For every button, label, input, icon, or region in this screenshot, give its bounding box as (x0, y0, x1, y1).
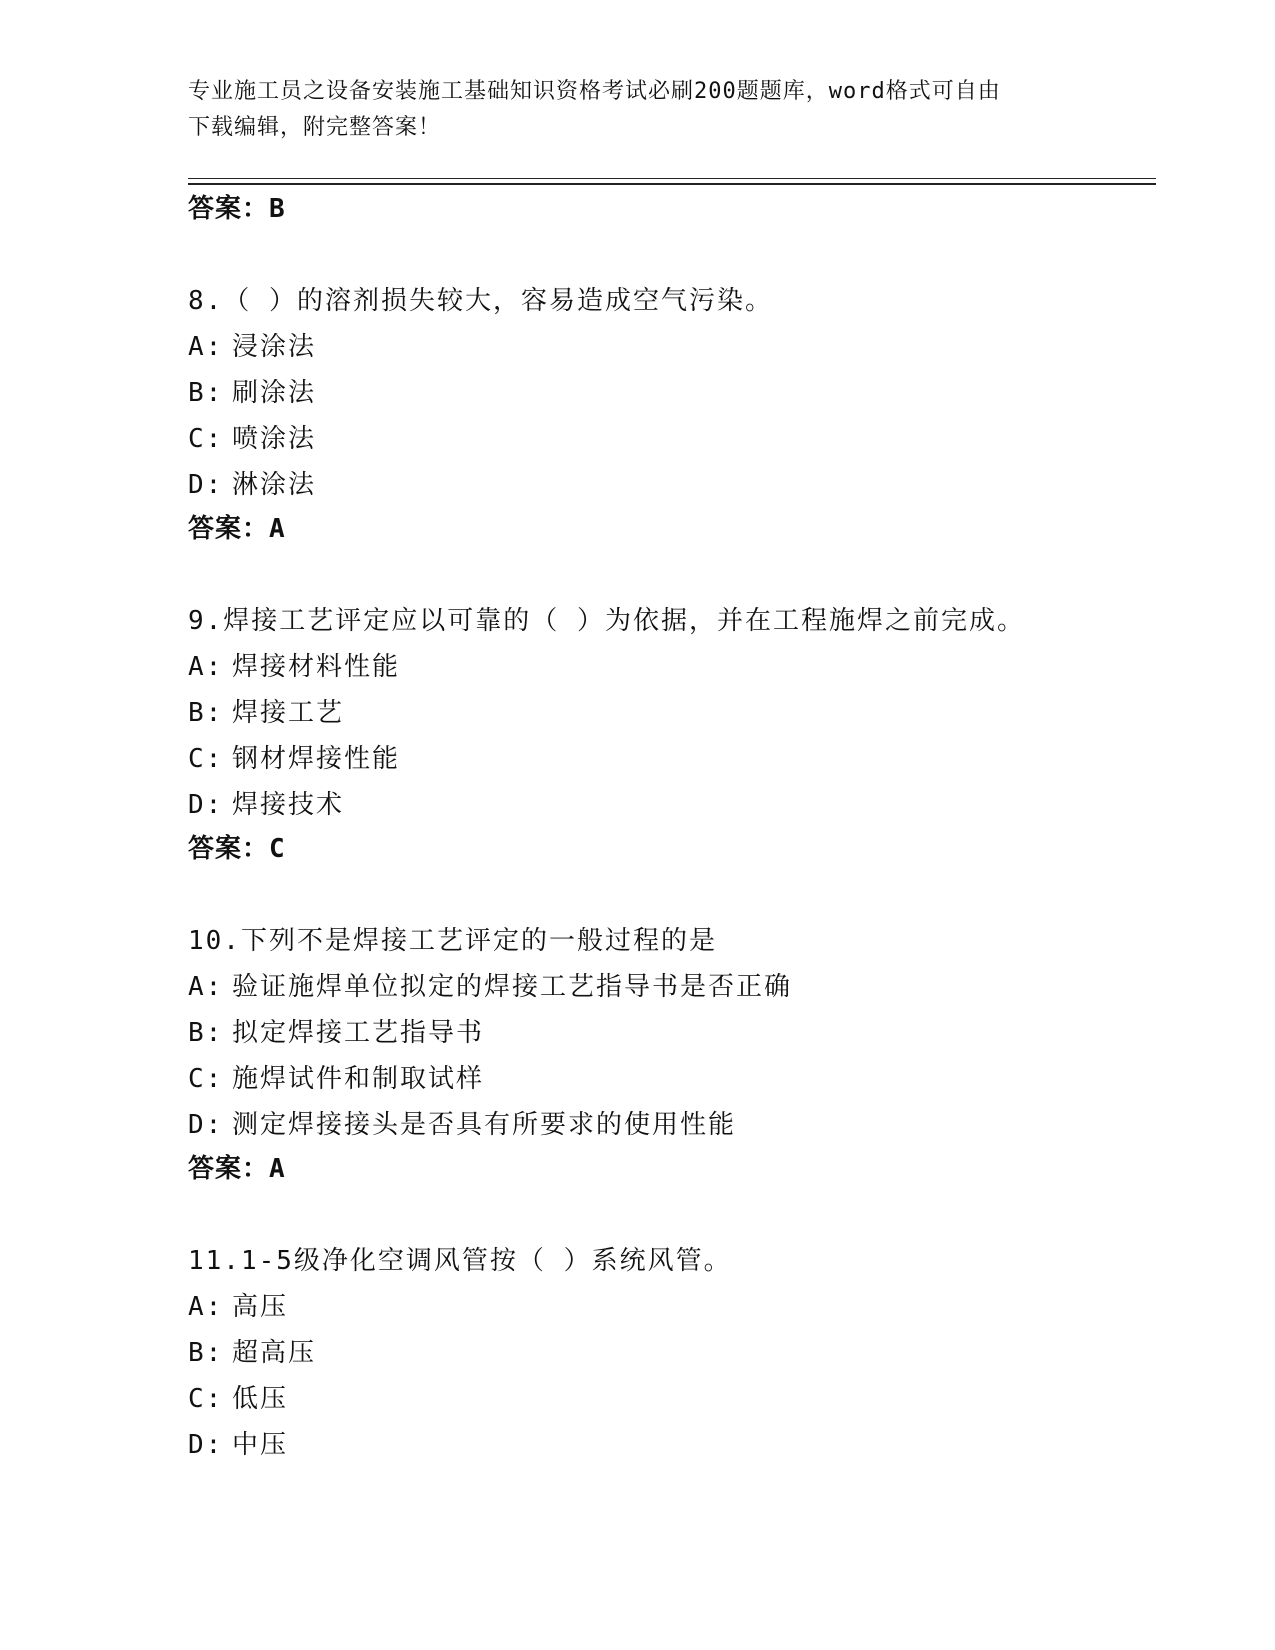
option-letter: C: (188, 424, 224, 454)
question-8 (188, 284, 1148, 546)
option-text: 浸涂法 (232, 332, 317, 362)
option-letter: A: (188, 332, 224, 362)
option-a (188, 1290, 1148, 1324)
option-text: 焊接技术 (232, 790, 345, 820)
option-letter: A: (188, 972, 224, 1002)
option-text: 高压 (232, 1292, 289, 1322)
option-a (188, 330, 1148, 364)
option-text: 喷涂法 (232, 424, 317, 454)
option-text: 焊接材料性能 (232, 652, 401, 682)
document-header (188, 74, 1088, 146)
option-text: 钢材焊接性能 (232, 744, 401, 774)
option-text: 中压 (232, 1430, 289, 1460)
document-body (188, 192, 1148, 1474)
option-c (188, 422, 1148, 456)
header-divider-thin (188, 178, 1156, 179)
answer: 答案：A (188, 1154, 286, 1184)
question-stem: 10.下列不是焊接工艺评定的一般过程的是 (188, 926, 717, 956)
header-line-1: 专业施工员之设备安装施工基础知识资格考试必刷200题题库，word格式可自由 (188, 79, 1001, 104)
option-b (188, 1336, 1148, 1370)
option-d (188, 1108, 1148, 1142)
option-d (188, 1428, 1148, 1462)
option-text: 验证施焊单位拟定的焊接工艺指导书是否正确 (232, 972, 793, 1002)
option-b (188, 696, 1148, 730)
option-letter: B: (188, 378, 224, 408)
option-letter: B: (188, 698, 224, 728)
option-c (188, 1062, 1148, 1096)
option-letter: C: (188, 744, 224, 774)
option-letter: D: (188, 470, 224, 500)
option-letter: B: (188, 1018, 224, 1048)
option-d (188, 788, 1148, 822)
option-text: 淋涂法 (232, 470, 317, 500)
question-11 (188, 1244, 1148, 1462)
option-letter: D: (188, 1430, 224, 1460)
answer: 答案：C (188, 834, 286, 864)
answer: 答案：A (188, 514, 286, 544)
option-letter: D: (188, 1110, 224, 1140)
question-9 (188, 604, 1148, 866)
option-a (188, 650, 1148, 684)
option-text: 刷涂法 (232, 378, 317, 408)
option-letter: B: (188, 1338, 224, 1368)
option-letter: A: (188, 1292, 224, 1322)
option-c (188, 742, 1148, 776)
option-text: 拟定焊接工艺指导书 (232, 1018, 485, 1048)
option-b (188, 1016, 1148, 1050)
question-10 (188, 924, 1148, 1186)
option-a (188, 970, 1148, 1004)
option-letter: C: (188, 1064, 224, 1094)
answer-previous-question: 答案：B (188, 194, 286, 224)
header-line-2: 下载编辑，附完整答案！ (188, 115, 442, 140)
option-text: 测定焊接接头是否具有所要求的使用性能 (232, 1110, 737, 1140)
option-b (188, 376, 1148, 410)
option-letter: A: (188, 652, 224, 682)
option-text: 焊接工艺 (232, 698, 345, 728)
option-letter: C: (188, 1384, 224, 1414)
option-text: 施焊试件和制取试样 (232, 1064, 485, 1094)
option-text: 低压 (232, 1384, 289, 1414)
option-c (188, 1382, 1148, 1416)
header-divider-thick (188, 183, 1156, 185)
question-stem: 9.焊接工艺评定应以可靠的（ ）为依据，并在工程施焊之前完成。 (188, 606, 1025, 636)
option-letter: D: (188, 790, 224, 820)
question-stem: 8.（ ）的溶剂损失较大，容易造成空气污染。 (188, 286, 773, 316)
option-d (188, 468, 1148, 502)
question-stem: 11.1-5级净化空调风管按（ ）系统风管。 (188, 1246, 732, 1276)
option-text: 超高压 (232, 1338, 317, 1368)
